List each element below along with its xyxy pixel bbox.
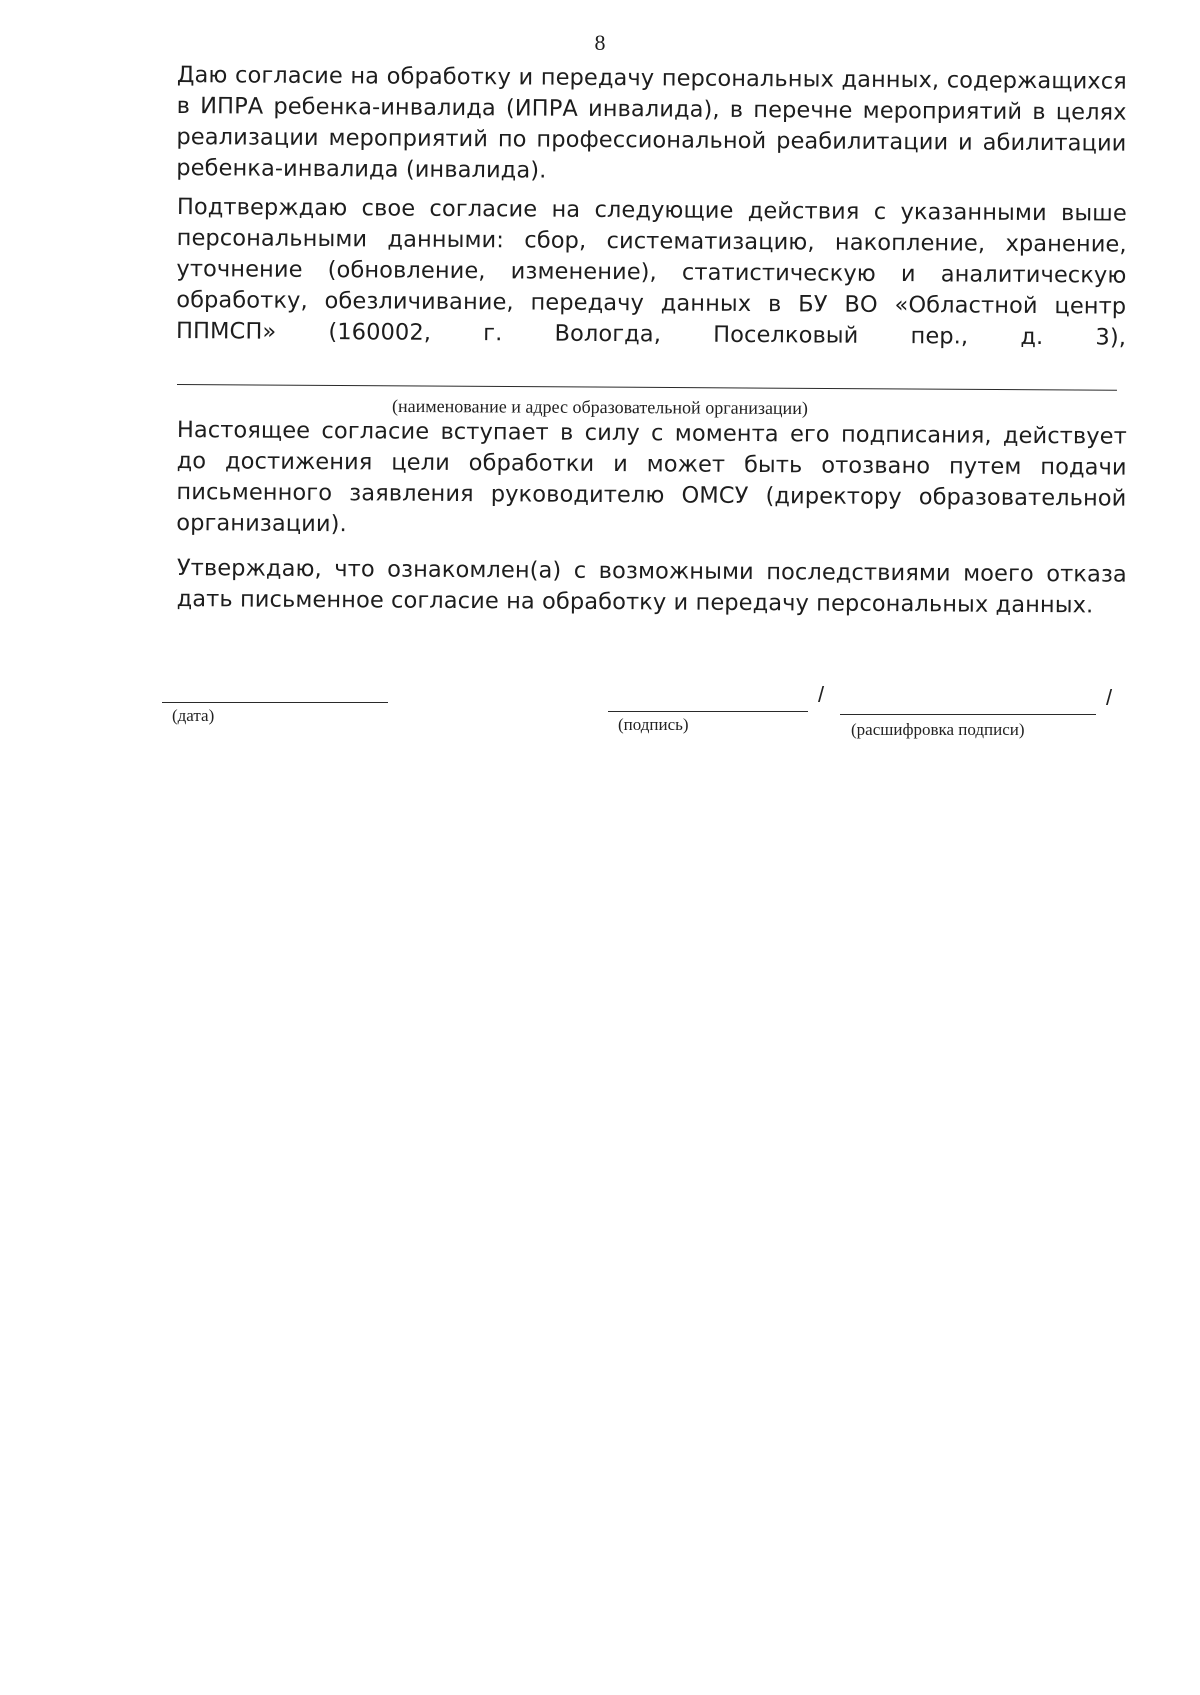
confirm-text: Подтверждаю свое согласие на следующие действия с указанными выше персональными данными: сбор, систематизацию, накопление, хранение, уточнение (обновление, изменение), статистическую и аналитическую обработку, обезличивание, передачу данных в БУ ВО «Областной центр ППМСП» (160002, г. Вологда, Поселковый пер., д. 3), — [175, 193, 1127, 351]
page-number: 8 — [594, 30, 606, 55]
validity-paragraph — [176, 415, 1127, 546]
signature-separator: / — [818, 682, 825, 707]
organization-fill-line — [177, 384, 1117, 391]
confirm-paragraph — [176, 192, 1127, 354]
signature-caption: (подпись) — [618, 715, 689, 734]
consent-paragraph — [176, 60, 1127, 191]
signature-transcript-fill-line — [840, 714, 1096, 715]
consent-text: Даю согласие на обработку и передачу персональных данных, содержащихся в ИПРА ребенка-инвалида (ИПРА инвалида), в перечне мероприятий в целях реализации мероприятий по профессиональной реабилитации и абилитации ребенка-инвалида (инвалида). — [176, 61, 1127, 184]
aware-text: Утверждаю, что ознакомлен(а) с возможными последствиями моего отказа дать письменное согласие на обработку и передачу персональных данных. — [176, 554, 1127, 619]
signature-fill-line — [608, 711, 808, 712]
transcript-separator: / — [1106, 685, 1113, 710]
signature-transcript-caption: (расшифровка подписи) — [851, 720, 1025, 739]
aware-paragraph — [177, 553, 1127, 622]
date-fill-line — [162, 702, 388, 703]
date-caption: (дата) — [172, 706, 215, 725]
validity-text: Настоящее согласие вступает в силу с момента его подписания, действует до достижения цели обработки и может быть отозвано путем подачи письменного заявления руководителю ОМСУ (директору образовательной организации). — [176, 416, 1127, 538]
organization-caption: (наименование и адрес образовательной организации) — [391, 395, 808, 419]
